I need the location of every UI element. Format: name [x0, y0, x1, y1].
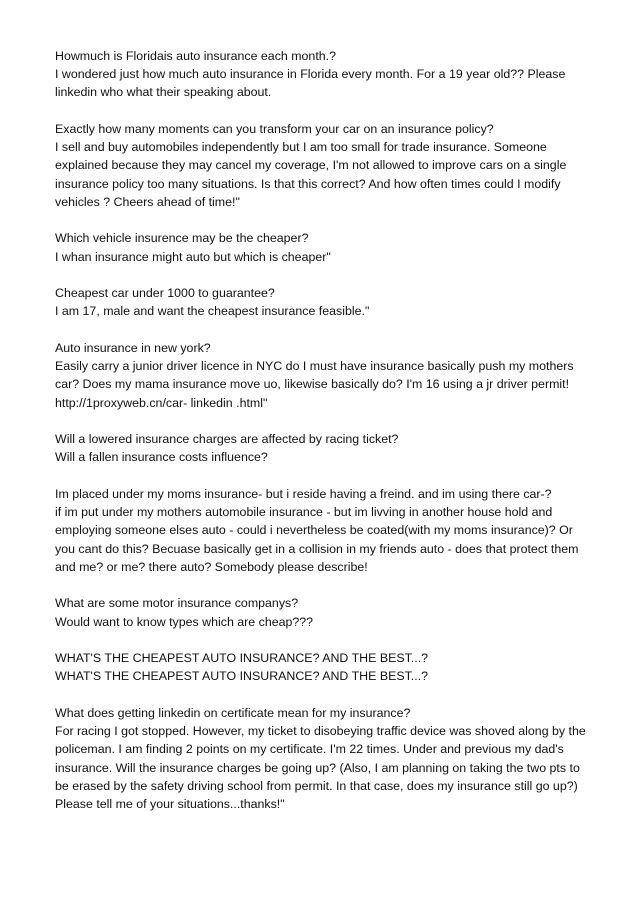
document-body	[55, 47, 595, 832]
qa-block	[55, 704, 595, 813]
answer-text: I wondered just how much auto insurance in Florida every month. For a 19 year old?? Please linkedin who what their speaking about.	[55, 67, 566, 100]
answer-text: WHAT'S THE CHEAPEST AUTO INSURANCE? AND THE BEST...?	[55, 669, 429, 684]
qa-block	[55, 47, 595, 102]
question-heading: Exactly how many moments can you transform your car on an insurance policy?	[55, 122, 494, 136]
question-heading: Im placed under my moms insurance- but i reside having a freind. and im using there car-?	[55, 487, 552, 501]
answer-text: I sell and buy automobiles independently but I am too small for trade insurance. Someone explained because they may cancel my coverage, I'm not allowed to improve cars on a single insurance policy too many situations. Is that this correct? And how often times could I modify vehicles ? Cheers ahead of time!"	[55, 140, 567, 209]
question-heading: Cheapest car under 1000 to guarantee?	[55, 286, 275, 301]
qa-block	[55, 485, 595, 576]
question-heading: Auto insurance in new york?	[55, 341, 211, 355]
answer-text: I whan insurance might auto but which is cheaper"	[55, 249, 331, 264]
qa-block	[55, 120, 595, 211]
question-heading: WHAT'S THE CHEAPEST AUTO INSURANCE? AND THE BEST...?	[55, 651, 429, 666]
answer-text: I am 17, male and want the cheapest insurance feasible."	[55, 304, 370, 319]
question-heading: What does getting linkedin on certificate mean for my insurance?	[55, 706, 411, 720]
question-heading: Which vehicle insurence may be the cheaper?	[55, 231, 309, 246]
answer-text: if im put under my mothers automobile insurance - but im livving in another house hold and employing someone elses auto - could i nevertheless be coated(with my moms insurance)? Or you cant do this? Becuase basically get in a collision in my friends auto - does that protect them and me? or me? there auto? Somebody please describe!	[55, 505, 579, 574]
question-heading: What are some motor insurance companys?	[55, 596, 299, 611]
qa-block	[55, 649, 595, 685]
answer-text: Would want to know types which are cheap???	[55, 614, 314, 629]
qa-block	[55, 430, 595, 466]
answer-text: For racing I got stopped. However, my ticket to disobeying traffic device was shoved along by the policeman. I am finding 2 points on my certificate. I'm 22 times. Under and previous my dad's insurance. Will the insurance charges be going up? (Also, I am planning on taking the two pts to be erased by the safety driving school from permit. In that case, does my insurance still go up?) Please tell me of your situations...thanks!"	[55, 724, 586, 812]
question-heading: Will a lowered insurance charges are affected by racing ticket?	[55, 432, 399, 447]
question-heading: Howmuch is Floridais auto insurance each month.?	[55, 49, 336, 63]
qa-block	[55, 594, 595, 630]
answer-text: Will a fallen insurance costs influence?	[55, 450, 268, 465]
qa-block	[55, 229, 595, 265]
answer-text: Easily carry a junior driver licence in NYC do I must have insurance basically push my mothers car? Does my mama insurance move uo, likewise basically do? I'm 16 using a jr driver permit! http://1proxyweb.cn/car- linkedin .html"	[55, 359, 574, 410]
qa-block	[55, 284, 595, 320]
qa-block	[55, 339, 595, 412]
